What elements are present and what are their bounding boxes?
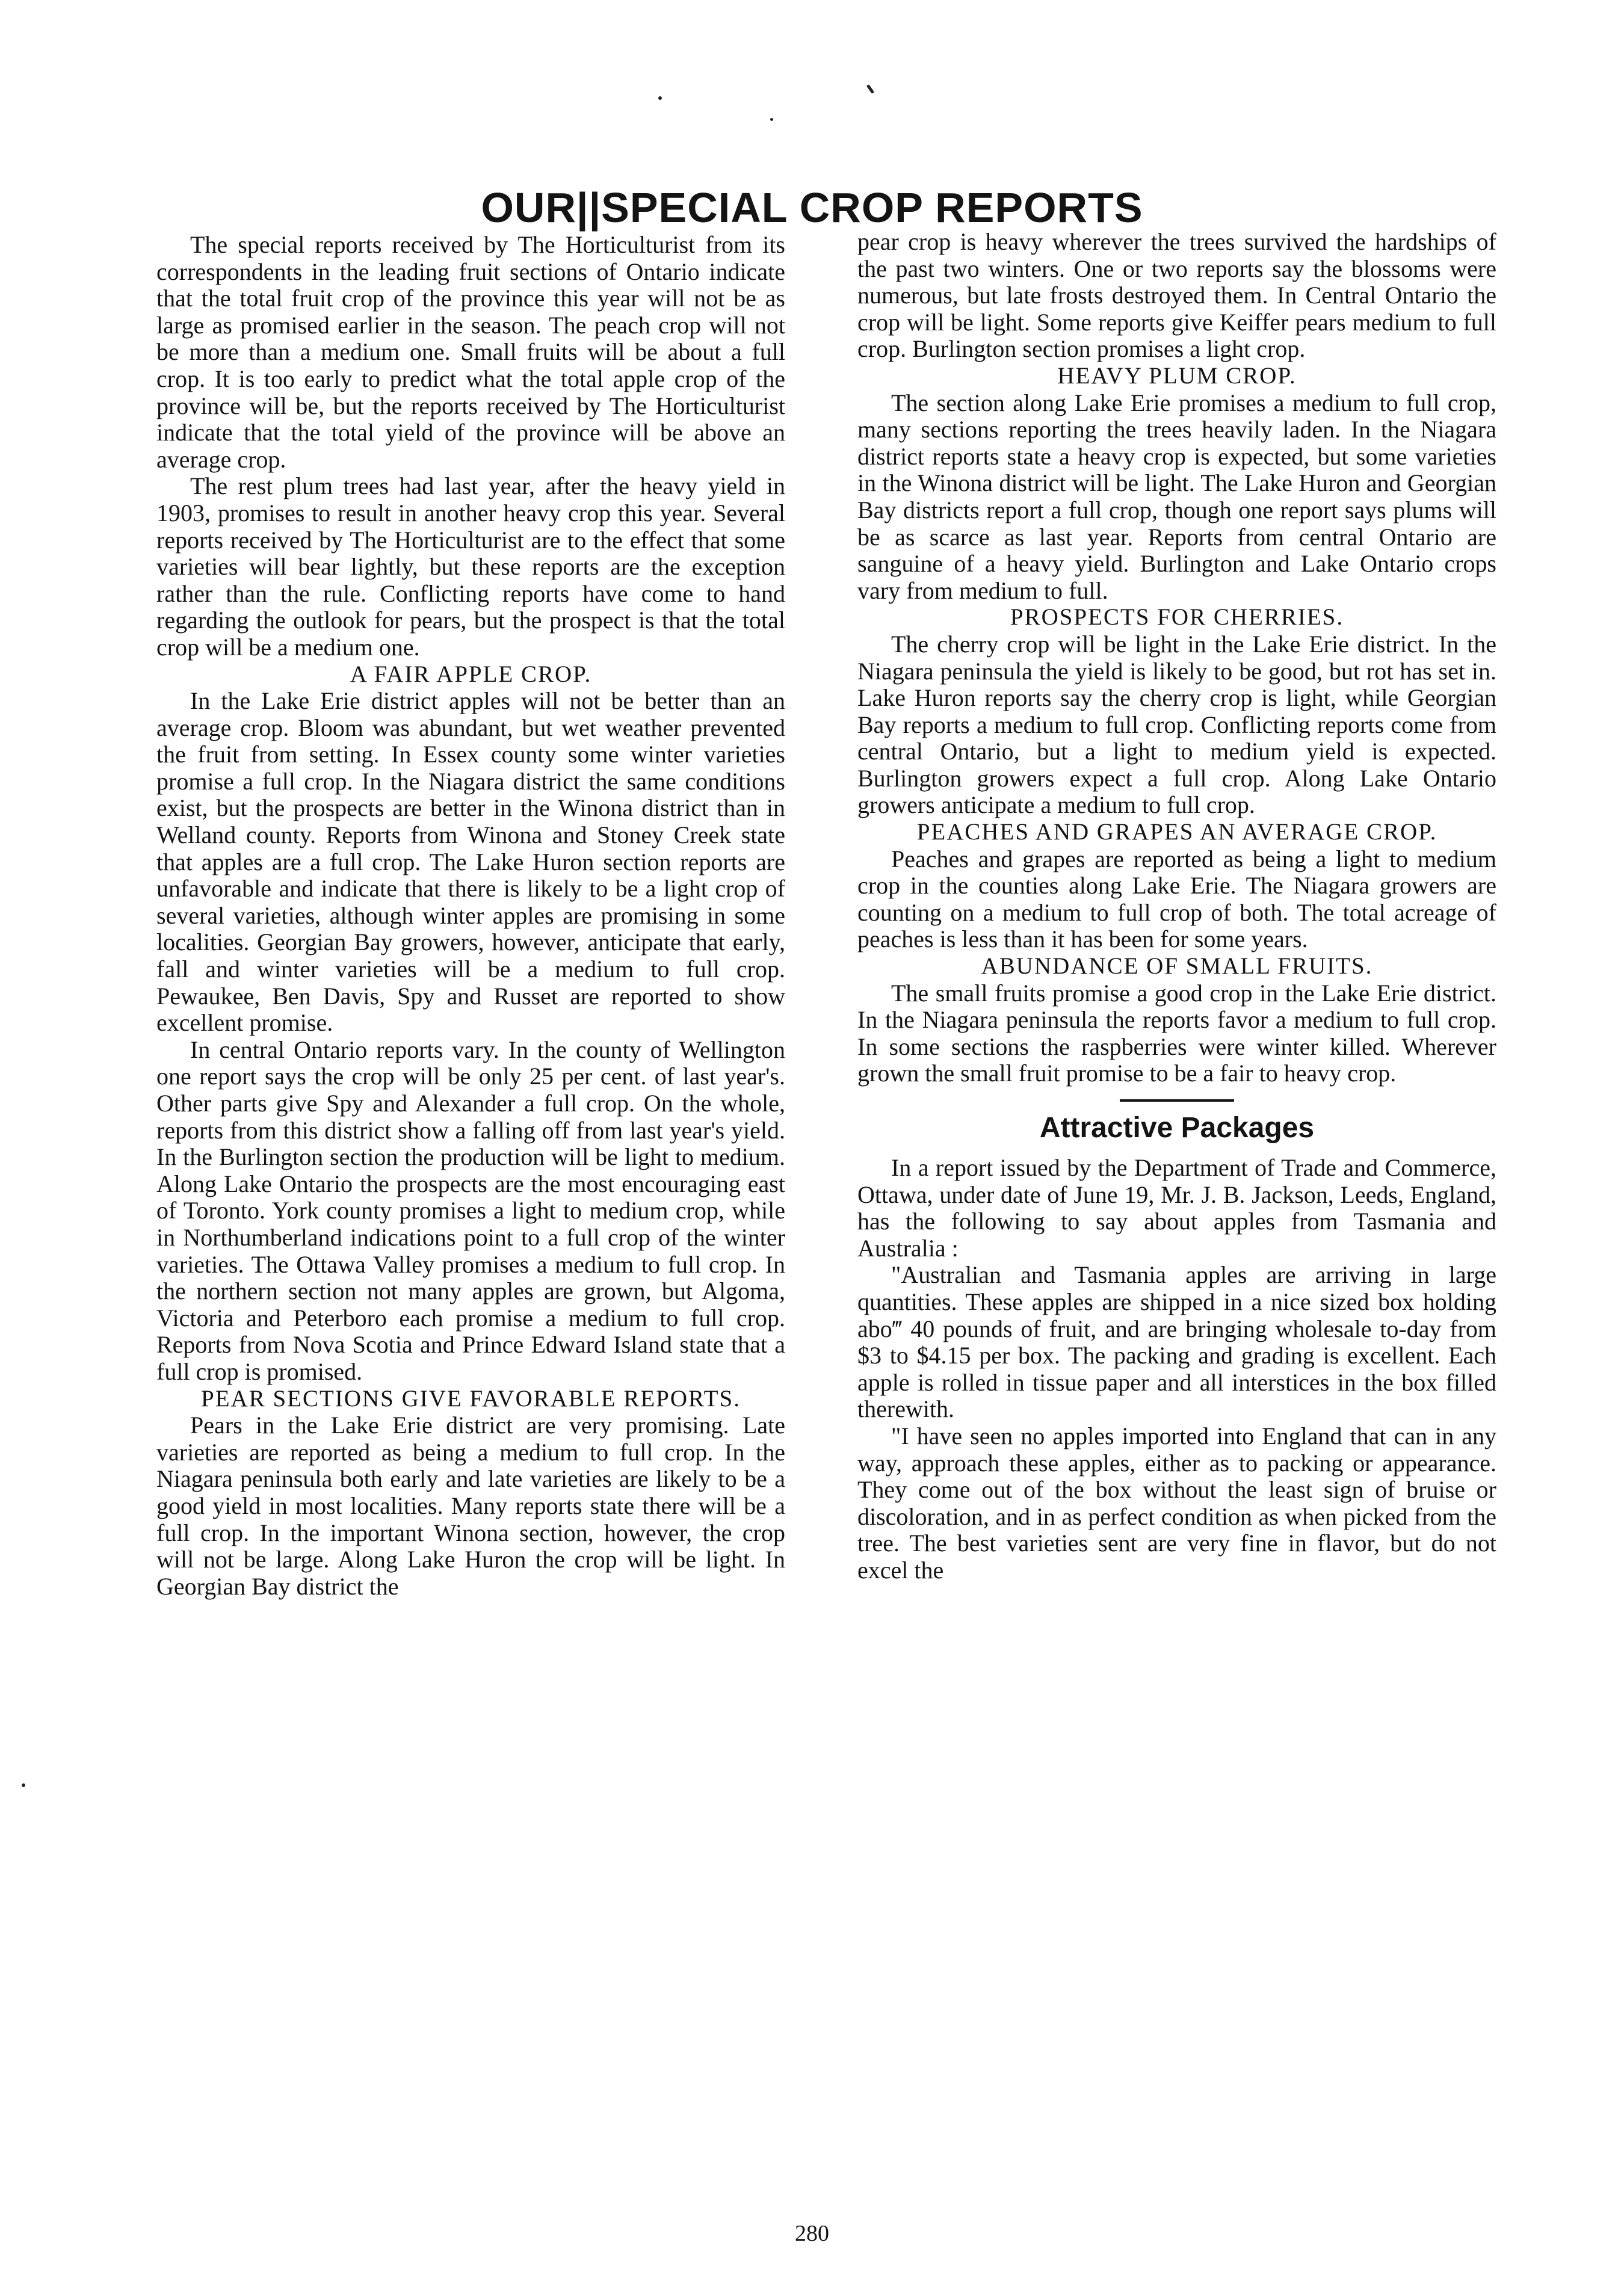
- pear-section-heading: PEAR SECTIONS GIVE FAVORABLE REPORTS.: [201, 1385, 741, 1412]
- small-fruits-paragraph: The small fruits promise a good crop in the Lake Erie district. In the Niagara peninsula the reports favor a medium to full crop. In some sections the raspberries were winter killed. Wherever grown the small fruit promise to be a fair to heavy crop.: [857, 979, 1496, 1087]
- intro-paragraph: The special reports received by The Horticulturist from its correspondents in the leading fruit sections of Ontario indicate that the total fruit crop of the province this year will not be as large as promised earlier in the season. The peach crop will not be more than a medium one. Small fruits will be about a full crop. It is too early to predict what the total apple crop of the province will be, but the reports received by The Horticulturist indicate that the total yield of the province will be above an average crop.: [156, 231, 785, 473]
- print-speck: [866, 84, 874, 94]
- packages-quote-paragraph: "Australian and Tasmania apples are arriving in large quantities. These apples are shipped in a nice sized box holding abo‴ 40 pounds of fruit, and are bringing wholesale to-day from $3 to $4.15 per box. The packing and grading is excellent. Each apple is rolled in tissue paper and all interstices in the box filled therewith.: [857, 1261, 1496, 1423]
- cherry-paragraph: The cherry crop will be light in the Lake Erie district. In the Niagara peninsula the yield is likely to be good, but rot has set in. Lake Huron reports say the cherry crop is light, while Georgian Bay reports a medium to full crop. Conflicting reports come from central Ontario, but a light to medium yield is expected. Burlington growers expect a full crop. Along Lake Ontario growers anticipate a medium to full crop.: [857, 630, 1496, 819]
- small-fruits-section-heading: ABUNDANCE OF SMALL FRUITS.: [981, 953, 1373, 980]
- packages-paragraph: In a report issued by the Department of Trade and Commerce, Ottawa, under date of June 19, Mr. J. B. Jackson, Leeds, England, has the following to say about apples from Tasmania and Australia :: [857, 1154, 1496, 1262]
- central-ontario-paragraph: In central Ontario reports vary. In the county of Wellington one report says the crop will be only 25 per cent. of last year's. Other parts give Spy and Alexander a full crop. On the whole, reports from this district show a falling off from last year's yield. In the Burlington section the production will be light to medium. Along Lake Ontario the prospects are the most encouraging east of Toronto. York county promises a light to medium crop, while in Northumberland indications point to a full crop of the winter varieties. The Ottawa Valley promises a medium to full crop. In the northern section not many apples are grown, but Algoma, Victoria and Peterboro each promise a medium to full crop. Reports from Nova Scotia and Prince Edward Island state that a full crop is promised.: [156, 1036, 785, 1385]
- pear-continued-paragraph: pear crop is heavy wherever the trees survived the hardships of the past two winters. One or two reports say the blossoms were numerous, but late frosts destroyed them. In Central Ontario the crop will be light. Some reports give Keiffer pears medium to full crop. Burlington section promises a light crop.: [857, 228, 1496, 363]
- print-speck: [22, 1783, 25, 1787]
- article-heading: Attractive Packages: [1039, 1112, 1315, 1144]
- plum-section-heading: HEAVY PLUM CROP.: [1057, 362, 1297, 389]
- plum-paragraph: The section along Lake Erie promises a medium to full crop, many sections reporting the trees heavily laden. In the Niagara district reports state a heavy crop is expected, but some varieties in the Winona district will be light. The Lake Huron and Georgian Bay districts report a full crop, though one report says plums will be as scarce as last year. Reports from central Ontario are sanguine of a heavy yield. Burlington and Lake Ontario crops vary from medium to full.: [857, 389, 1496, 604]
- peach-section-heading: PEACHES AND GRAPES AN AVERAGE CROP.: [916, 819, 1437, 845]
- left-column: [156, 232, 785, 1600]
- page-title: OUR||SPECIAL CROP REPORTS: [481, 184, 1143, 231]
- right-column: [857, 229, 1496, 1584]
- page-number: 280: [795, 2221, 829, 2246]
- peach-paragraph: Peaches and grapes are reported as being a light to medium crop in the counties along Lake Erie. The Niagara growers are counting on a medium to full crop of both. The total acreage of peaches is less than it has been for some years.: [857, 845, 1496, 953]
- apple-paragraph: In the Lake Erie district apples will not be better than an average crop. Bloom was abundant, but wet weather prevented the fruit from setting. In Essex county some winter varieties promise a full crop. In the Niagara district the same conditions exist, but the prospects are better in the Winona district than in Welland county. Reports from Winona and Stoney Creek state that apples are a full crop. The Lake Huron section reports are unfavorable and indicate that there is likely to be a light crop of several varieties, although winter apples are promising in some localities. Georgian Bay growers, however, anticipate that early, fall and winter varieties will be a medium to full crop. Pewaukee, Ben Davis, Spy and Russet are reported to show excellent promise.: [156, 687, 785, 1037]
- section-divider: [1120, 1099, 1234, 1102]
- print-speck: [658, 96, 662, 100]
- plum-intro-paragraph: The rest plum trees had last year, after the heavy yield in 1903, promises to result in another heavy crop this year. Several reports received by The Horticulturist are to the effect that some varieties will bear lightly, but these reports are the exception rather than the rule. Conflicting reports have come to hand regarding the outlook for pears, but the prospect is that the total crop will be a medium one.: [156, 472, 785, 661]
- print-speck: [770, 118, 773, 121]
- cherry-section-heading: PROSPECTS FOR CHERRIES.: [1010, 604, 1344, 631]
- packages-quote-paragraph-2: "I have seen no apples imported into England that can in any way, approach these apples, either as to packing or appearance. They come out of the box without the least sign of bruise or discoloration, and in as perfect condition as when picked from the tree. The best varieties sent are very fine in flavor, but do not excel the: [857, 1422, 1496, 1584]
- pear-paragraph: Pears in the Lake Erie district are very promising. Late varieties are reported as being a medium to full crop. In the Niagara peninsula both early and late varieties are likely to be a good yield in most localities. Many reports state there will be a full crop. In the important Winona section, however, the crop will not be large. Along Lake Huron the crop will be light. In Georgian Bay district the: [156, 1412, 785, 1600]
- apple-section-heading: A FAIR APPLE CROP.: [350, 661, 592, 687]
